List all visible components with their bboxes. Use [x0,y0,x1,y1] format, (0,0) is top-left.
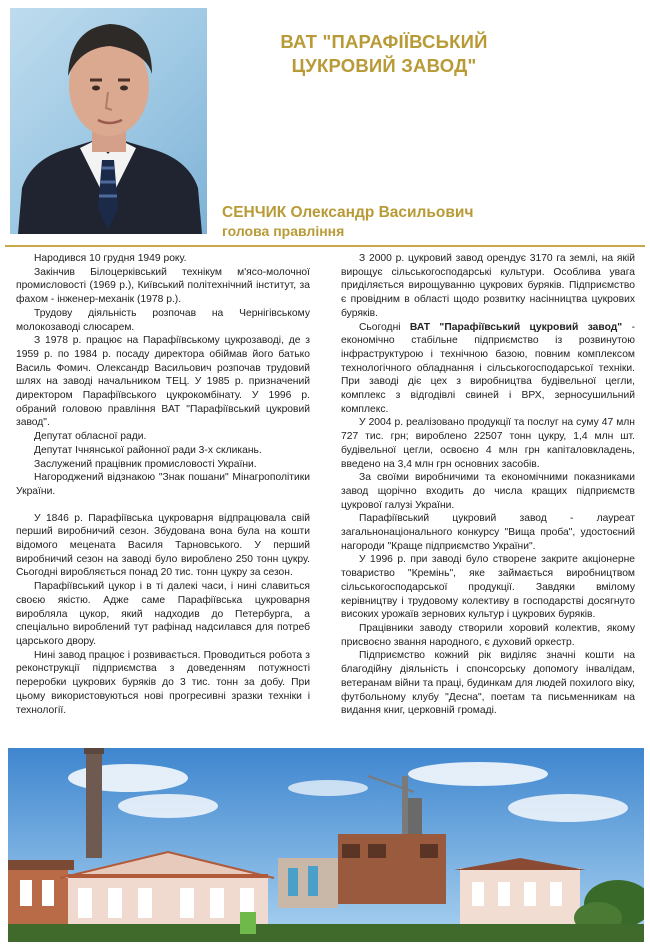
paragraph: За своїми виробничими та економічними показниками завод щорічно входить до числа кращих підприємств цукрової галузі України. [341,472,635,511]
paragraph: З 1978 р. працює на Парафіївському цукрозаводі, де з 1959 р. по 1984 р. посаду директора обіймав його батько Василь Фомич. Олександр Васильович розпочав трудовий шлях на заводі начальником ТЕЦ. У 1985 р. призначений директором Парафіївського цукрокомбінату. У 1996 р. обраний головою правління ВАТ "Парафіївський цукровий завод". [16,335,310,429]
paragraph: Депутат обласної ради. [34,431,147,443]
factory-photo [8,748,644,942]
company-column [341,252,635,718]
paragraph: Нині завод працює і розвивається. Проводиться робота з реконструкції підприємства з доведенням потужності переробки цукрових буряків до 3 тис. тонн за добу. При цьому використовуються нові прогресивні зразки техніки і технології. [16,649,310,716]
biography-column [16,252,310,717]
paragraph-lead: Сьогодні [359,321,410,333]
paragraph: Працівники заводу створили хоровий колектив, якому присвоєно звання народного, є духовий оркестр. [341,622,635,648]
paragraph: У 2004 р. реалізовано продукції та послуг на суму 47 млн 727 тис. грн; вироблено 22507 тонн цукру, 1,4 млн шт. будівельної цегли, освоєно 4 млн грн капіталовкладень, введено на 3,4 млн грн основних засобів. [341,417,635,470]
paragraph: У 1996 р. при заводі було створене закрите акціонерне товариство "Кремінь", яке займається виробництвом сільськогосподарської продукції. Завдяки вмілому керівництву і трудовому колективу в господарстві досягнуто високих урожаїв зернових культур і цукрових буряків. [341,554,635,621]
paragraph: У 1846 р. Парафіївська цукроварня відпрацювала свій перший виробничий сезон. Збудована вона була на кошти відомого мецената Василя Тарновського. У перший виробничий сезон на заводі було вироблено 250 тонн цукру. Сьогодні виробляється понад 20 тис. тонн цукру за сезон. [16,512,310,579]
paragraph: Парафіївський цукровий завод - лауреат загальнонаціонального конкурсу "Вища проба", удостоєний нагороди "Краще підприємство України". [341,513,635,552]
company-title-line-1: ВАТ "ПАРАФІЇВСЬКИЙ [280,31,488,52]
person-role: голова правління [222,223,345,239]
paragraph: Закінчив Білоцерківський технікум м'ясо-молочної промисловості (1969 р.), Київський політехнічний інститут, за фахом - інженер-механік (1978 р.). [16,266,310,306]
person-name: СЕНЧИК Олександр Васильович [222,204,474,221]
gold-divider [5,245,645,247]
paragraph: Трудову діяльність розпочав на Чернігівському молокозаводі слюсарем. [16,307,310,333]
paragraph: Народився 10 грудня 1949 року. [34,253,187,264]
paragraph [341,321,635,417]
paragraph: Депутат Ічнянської районної ради 3-х скликань. [34,444,262,456]
director-portrait [10,8,207,234]
paragraph: Нагороджений відзнакою "Знак пошани" Мінагрополітики України. [16,472,310,497]
paragraph: Підприємство кожний рік виділяє значні кошти на благодійну діяльність і спонсорську допомогу інвалідам, ветеранам війни та праці, будинкам для людей похилого віку, футбольному клубу "Десна", поетам та письменникам на видання книг, церковній громаді. [341,650,635,717]
paragraph: Заслужений працівник промисловості України. [34,458,257,470]
paragraph: З 2000 р. цукровий завод орендує 3170 га землі, на якій вирощує сільськогосподарські культури. Особлива увага приділяється вирощуванню цукрових буряків. Підприємство є провідним в області щодо розвитку насінництва цукрових буряків. [341,253,635,319]
paragraph: Парафіївський цукор і в ті далекі часи, і нині славиться своєю якістю. Адже саме Парафіївська цукроварня виробляла цукор, який надходив до Петербурга, а спеціально вироблений тут рафінад надсилався для потреб царського двору. [16,581,310,647]
company-name-bold: ВАТ "Парафіївський цукровий завод" [409,321,623,333]
company-title [228,30,540,78]
paragraph-rest: - економічно стабільне підприємство із розвинутою інфраструктурою і технічною базою, повним комплексом технологічного обладнання і сільськогосподарської техніки. При заводі діє цех з виробництва будівельної цегли, комплекс з відгодівлі свиней і ВРХ, зерносушильний комплекс. [341,321,635,415]
company-title-line-2: ЦУКРОВИЙ ЗАВОД" [291,55,477,76]
